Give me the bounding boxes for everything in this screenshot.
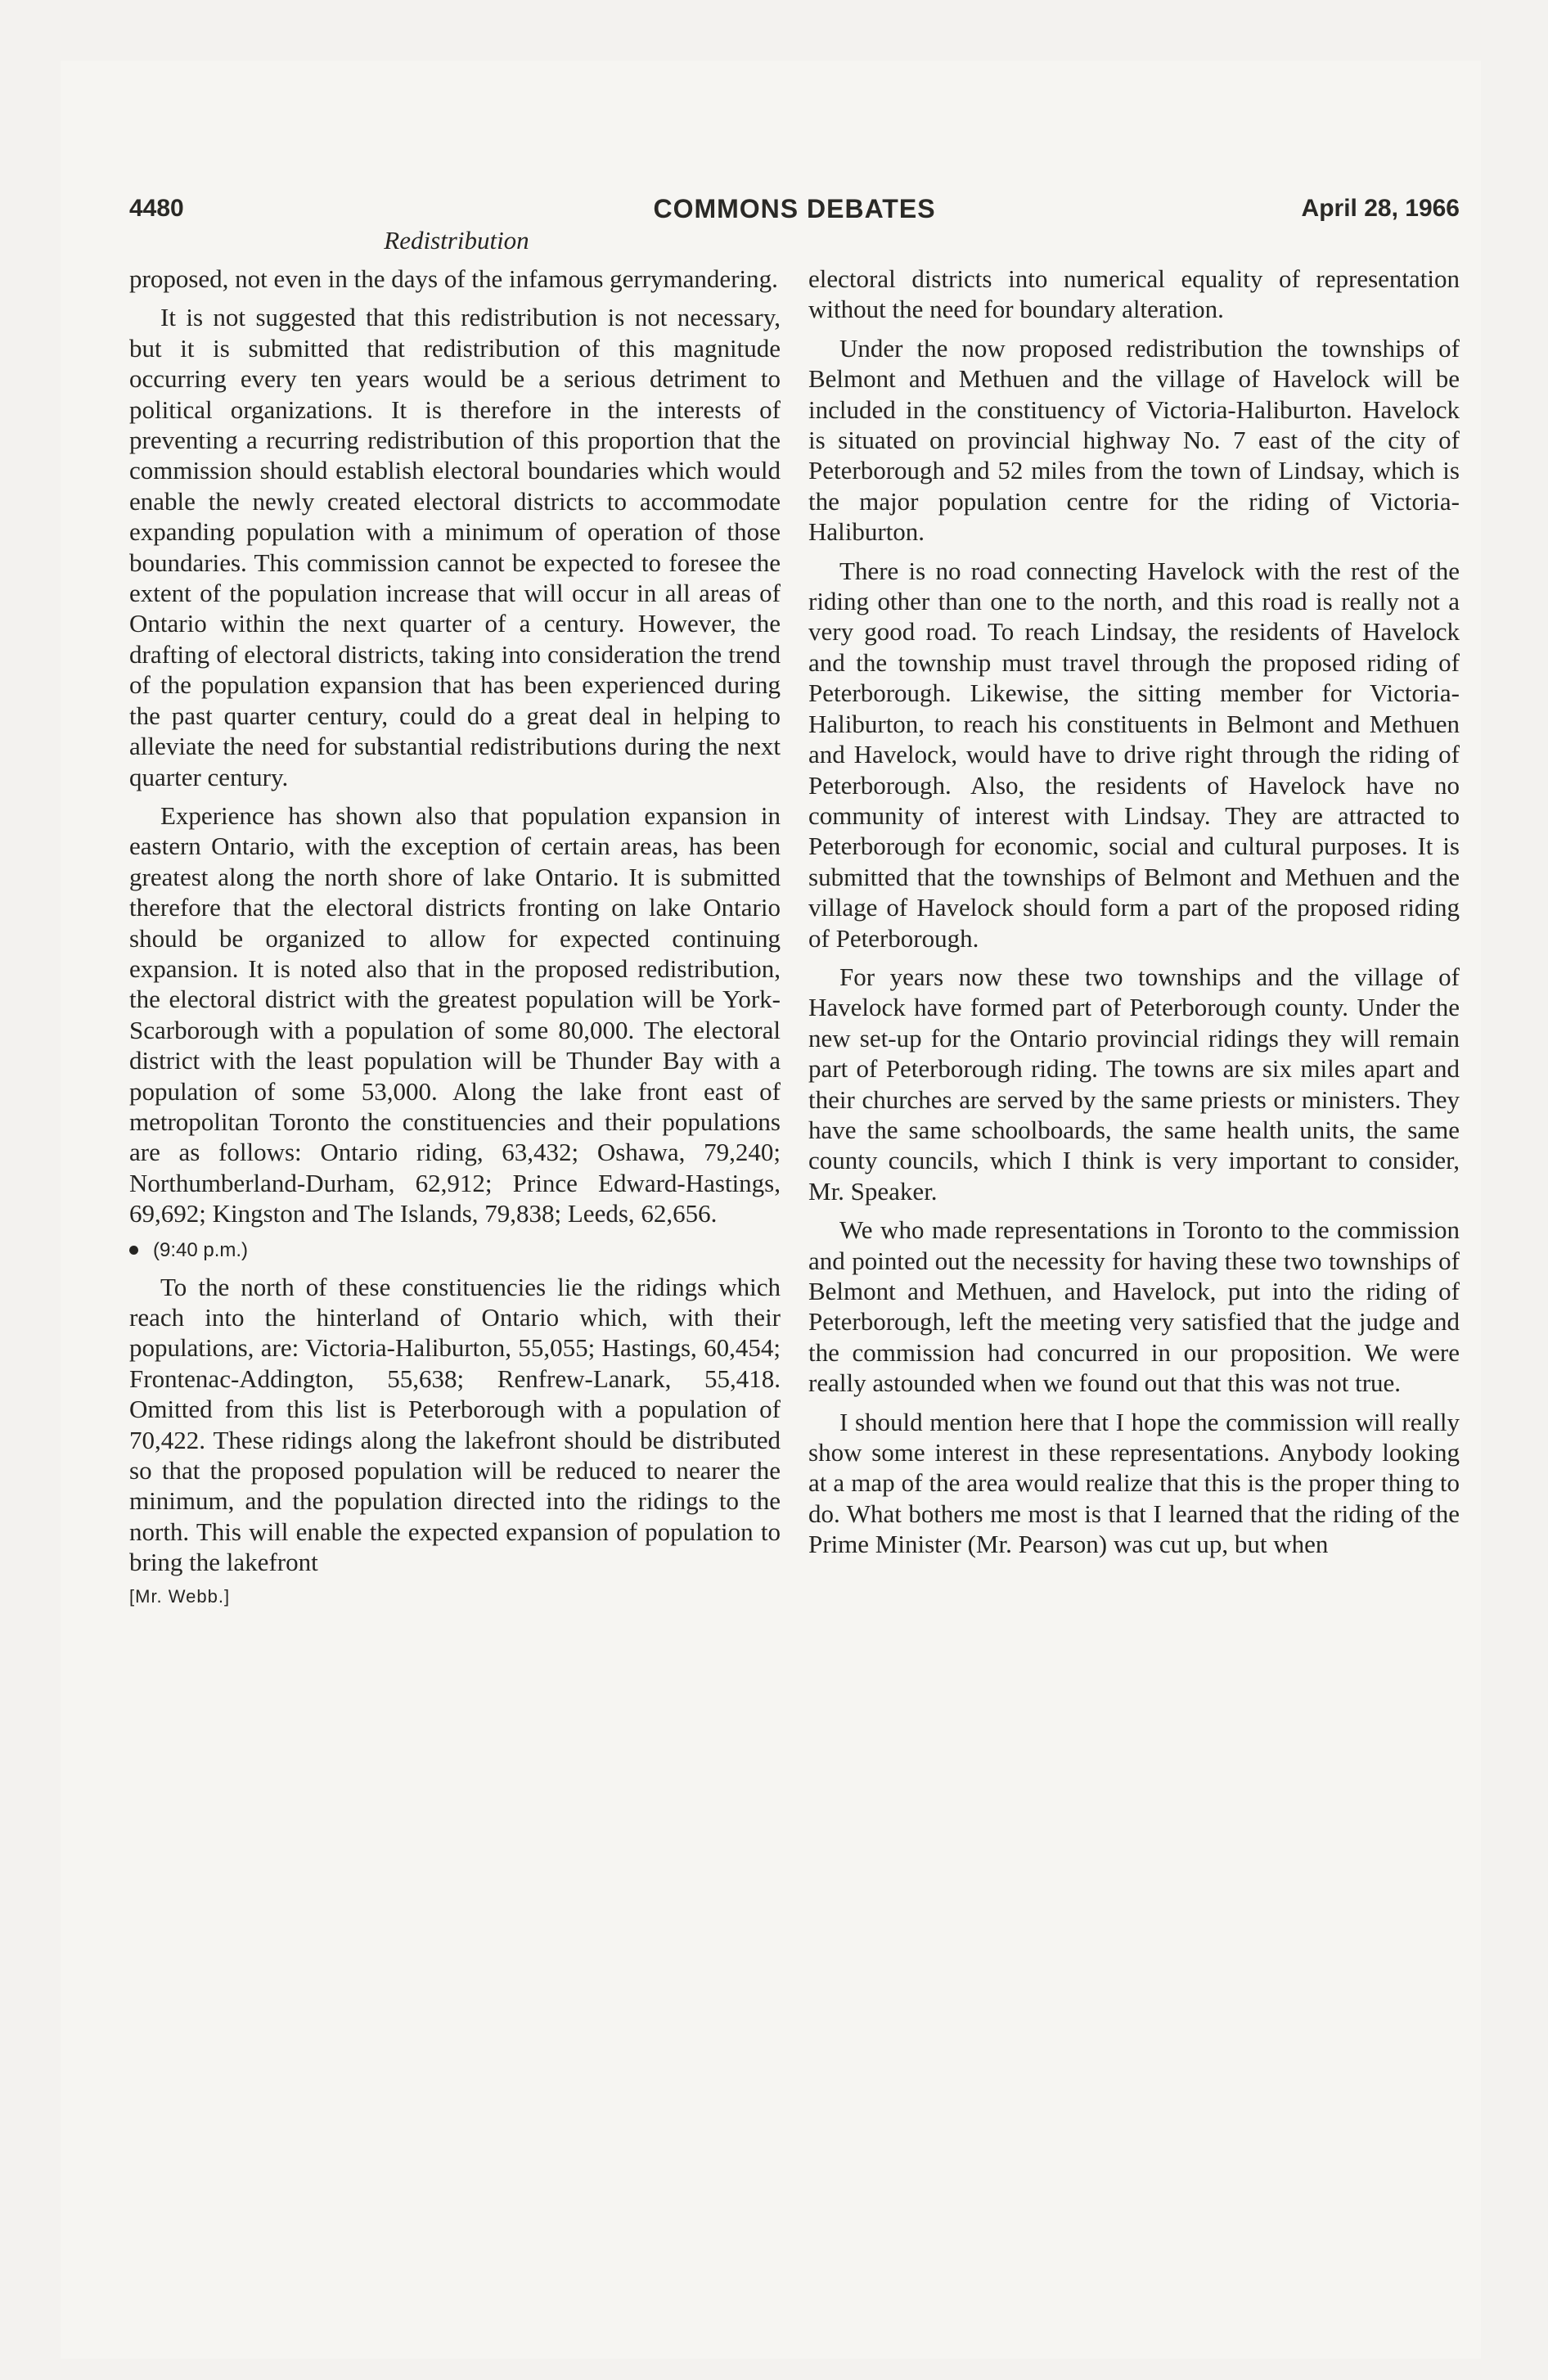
paragraph: There is no road connecting Havelock with the rest of the riding other than one to the north, and this road is really not a very good road. To reach Lindsay, the residents of Havelock and the township must travel through the proposed riding of Peterborough. Likewise, the sitting member for Victoria-Haliburton, to reach his constituents in Belmont and Methuen and Havelock, would have to drive right through the riding of Peterborough. Also, the residents of Havelock have no community of interest with Lindsay. They are attracted to Peterborough for economic, social and cultural purposes. It is submitted that the townships of Belmont and Methuen and the village of Havelock should form a part of the proposed riding of Peterborough. — [808, 556, 1460, 953]
left-column — [129, 264, 781, 2244]
paragraph: I should mention here that I hope the commission will really show some interest in these representations. Anybody looking at a map of the area would realize that this is the proper thing to do. What bothers me most is that I learned that the riding of the Prime Minister (Mr. Pearson) was cut up, but when — [808, 1407, 1460, 1559]
running-head: Redistribution — [384, 226, 529, 255]
paragraph: Experience has shown also that population expansion in eastern Ontario, with the exception of certain areas, has been greatest along the north shore of lake Ontario. It is submitted therefore that the electoral districts fronting on lake Ontario should be organized to allow for expected continuing expansion. It is noted also that in the proposed redistribution, the electoral district with the greatest population will be York-Scarborough with a population of some 80,000. The electoral district with the least population will be Thunder Bay with a population of some 53,000. Along the lake front east of metropolitan Toronto the constituencies and their populations are as follows: Ontario riding, 63,432; Oshawa, 79,240; Northumberland-Durham, 62,912; Prince Edward-Hastings, 69,692; Kingston and The Islands, 79,838; Leeds, 62,656. — [129, 800, 781, 1228]
paragraph: We who made representations in Toronto to the commission and pointed out the necessity for having these two townships of Belmont and Methuen, and Havelock, put into the riding of Peterborough, left the meeting very satisfied that the judge and the commission had concurred in our proposition. We were really astounded when we found out that this was not true. — [808, 1215, 1460, 1398]
paragraph: To the north of these constituencies lie the ridings which reach into the hinterland of Ontario which, with their populations, are: Victoria-Haliburton, 55,055; Hastings, 60,454; Frontenac-Addington, 55,638; Renfrew-Lanark, 55,418. Omitted from this list is Peterborough with a population of 70,422. These ridings along the lakefront should be distributed so that the proposed population will be reduced to nearer the minimum, and the population directed into the ridings to the north. This will enable the expected expansion of population to bring the lakefront — [129, 1272, 781, 1577]
paragraph: proposed, not even in the days of the infamous gerrymandering. — [129, 264, 778, 293]
paragraph: For years now these two townships and the village of Havelock have formed part of Peterborough county. Under the new set-up for the Ontario provincial ridings they will remain part of Peterborough riding. The towns are six miles apart and their churches are served by the same priests or ministers. They have the same schoolboards, the same health units, the same county councils, which I think is very important to consider, Mr. Speaker. — [808, 962, 1460, 1206]
page-number: 4480 — [129, 195, 184, 222]
header-date: April 28, 1966 — [1301, 195, 1460, 222]
page-header — [129, 192, 1460, 225]
speaker-footer: [Mr. Webb.] — [129, 1585, 231, 1607]
journal-title: COMMONS DEBATES — [653, 194, 936, 223]
paragraph: electoral districts into numerical equality of representation without the need for boundary alteration. — [808, 264, 1460, 324]
paragraph: It is not suggested that this redistribution is not necessary, but it is submitted that redistribution of this magnitude occurring every ten years would be a serious detriment to political organizations. It is therefore in the interests of preventing a recurring redistribution of this proportion that the commission should establish electoral boundaries which would enable the newly created electoral districts to accommodate expanding population with a minimum of operation of those boundaries. This commission cannot be expected to foresee the extent of the population increase that will occur in all areas of Ontario within the next quarter of a century. However, the drafting of electoral districts, taking into consideration the trend of the population expansion that has been experienced during the past quarter century, could do a great deal in helping to alleviate the need for substantial redistributions during the next quarter century. — [129, 303, 781, 791]
time-stamp — [129, 1237, 781, 1264]
paragraph: Under the now proposed redistribution the townships of Belmont and Methuen and the village of Havelock will be included in the constituency of Victoria-Haliburton. Havelock is situated on provincial highway No. 7 east of the city of Peterborough and 52 miles from the town of Lindsay, which is the major population centre for the riding of Victoria-Haliburton. — [808, 333, 1460, 547]
bullet-icon — [129, 1246, 138, 1255]
right-column — [808, 264, 1460, 2244]
time-stamp-text: (9:40 p.m.) — [153, 1238, 249, 1261]
